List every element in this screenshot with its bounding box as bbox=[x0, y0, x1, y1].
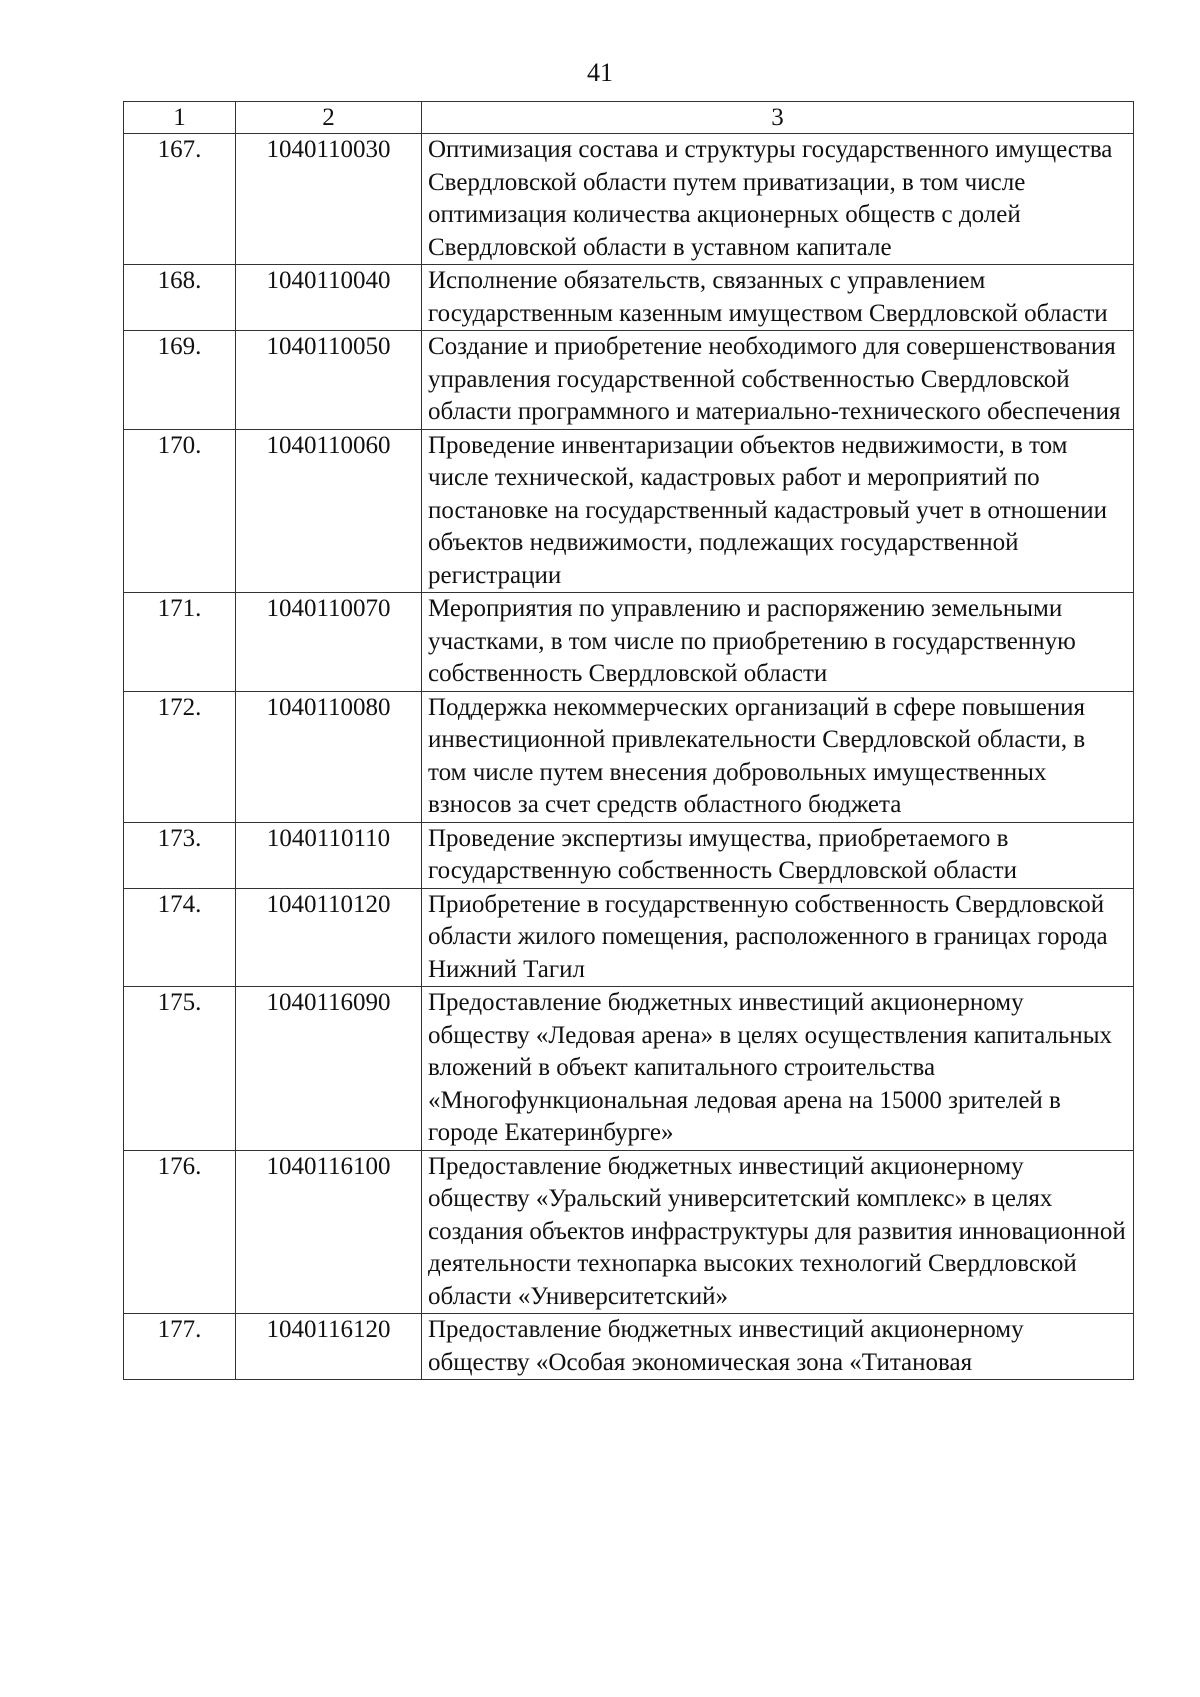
row-code: 1040110050 bbox=[236, 331, 422, 430]
row-description: Оптимизация состава и структуры государственного имущества Свердловской области путем приватизации, в том числе оптимизация количества акционерных обществ с долей Свердловской области в уставном капитале bbox=[422, 134, 1134, 265]
table-row bbox=[124, 888, 1134, 987]
row-number: 167. bbox=[124, 134, 236, 265]
row-description: Мероприятия по управлению и распоряжению земельными участками, в том числе по приобретению в государственную собственность Свердловской области bbox=[422, 593, 1134, 692]
budget-codes-table bbox=[123, 101, 1134, 1380]
row-code: 1040110030 bbox=[236, 134, 422, 265]
row-description: Проведение инвентаризации объектов недвижимости, в том числе технической, кадастровых работ и мероприятий по постановке на государственный кадастровый учет в отношении объектов недвижимости, подлежащих государственной регистрации bbox=[422, 429, 1134, 593]
table-header bbox=[124, 102, 1134, 134]
table-row bbox=[124, 1150, 1134, 1314]
row-number: 174. bbox=[124, 888, 236, 987]
row-code: 1040110040 bbox=[236, 265, 422, 331]
row-description: Предоставление бюджетных инвестиций акционерному обществу «Ледовая арена» в целях осуществления капитальных вложений в объект капитального строительства «Многофункциональная ледовая арена на 15000 зрителей в городе Екатеринбурге» bbox=[422, 987, 1134, 1151]
row-code: 1040116100 bbox=[236, 1150, 422, 1314]
row-number: 175. bbox=[124, 987, 236, 1151]
table-row bbox=[124, 331, 1134, 430]
table-row bbox=[124, 822, 1134, 888]
row-description: Поддержка некоммерческих организаций в сфере повышения инвестиционной привлекательности Свердловской области, в том числе путем внесения добровольных имущественных взносов за счет средств областного бюджета bbox=[422, 691, 1134, 822]
row-description: Предоставление бюджетных инвестиций акционерному обществу «Особая экономическая зона «Титановая bbox=[422, 1314, 1134, 1380]
header-col-3: 3 bbox=[422, 102, 1134, 134]
row-code: 1040110060 bbox=[236, 429, 422, 593]
row-description: Приобретение в государственную собственность Свердловской области жилого помещения, расположенного в границах города Нижний Тагил bbox=[422, 888, 1134, 987]
table-row bbox=[124, 1314, 1134, 1380]
table-body bbox=[124, 134, 1134, 1380]
row-code: 1040110070 bbox=[236, 593, 422, 692]
header-col-2: 2 bbox=[236, 102, 422, 134]
row-number: 171. bbox=[124, 593, 236, 692]
table-row bbox=[124, 265, 1134, 331]
row-code: 1040116090 bbox=[236, 987, 422, 1151]
row-number: 173. bbox=[124, 822, 236, 888]
row-number: 176. bbox=[124, 1150, 236, 1314]
header-col-1: 1 bbox=[124, 102, 236, 134]
row-number: 169. bbox=[124, 331, 236, 430]
row-description: Проведение экспертизы имущества, приобретаемого в государственную собственность Свердловской области bbox=[422, 822, 1134, 888]
table-row bbox=[124, 691, 1134, 822]
row-description: Исполнение обязательств, связанных с управлением государственным казенным имуществом Свердловской области bbox=[422, 265, 1134, 331]
row-number: 170. bbox=[124, 429, 236, 593]
row-number: 168. bbox=[124, 265, 236, 331]
row-number: 177. bbox=[124, 1314, 236, 1380]
row-code: 1040110080 bbox=[236, 691, 422, 822]
row-description: Предоставление бюджетных инвестиций акционерному обществу «Уральский университетский комплекс» в целях создания объектов инфраструктуры для развития инновационной деятельности технопарка высоких технологий Свердловской области «Университетский» bbox=[422, 1150, 1134, 1314]
table-row bbox=[124, 429, 1134, 593]
row-code: 1040116120 bbox=[236, 1314, 422, 1380]
table-row bbox=[124, 593, 1134, 692]
table-row bbox=[124, 987, 1134, 1151]
page-number: 41 bbox=[587, 58, 613, 87]
header-row bbox=[124, 102, 1134, 134]
row-number: 172. bbox=[124, 691, 236, 822]
row-description: Создание и приобретение необходимого для совершенствования управления государственной собственностью Свердловской области программного и материально-технического обеспечения bbox=[422, 331, 1134, 430]
table-row bbox=[124, 134, 1134, 265]
row-code: 1040110120 bbox=[236, 888, 422, 987]
row-code: 1040110110 bbox=[236, 822, 422, 888]
